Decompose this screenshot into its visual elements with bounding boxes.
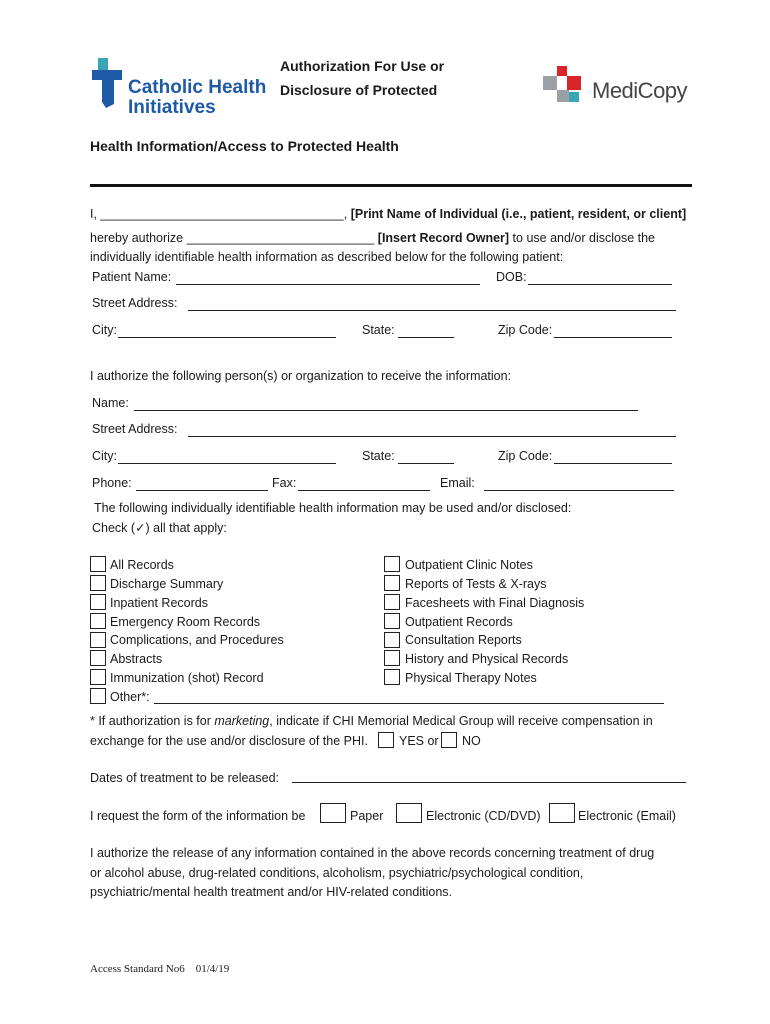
checkbox-marketing-no[interactable] bbox=[441, 732, 457, 748]
patient-state-label: State: bbox=[362, 323, 395, 337]
title-line2: Disclosure of Protected bbox=[280, 82, 438, 98]
patient-city-label: City: bbox=[92, 323, 117, 337]
patient-street-field[interactable] bbox=[188, 310, 676, 311]
checkbox-other[interactable] bbox=[90, 688, 106, 704]
label-physical-therapy-notes: Physical Therapy Notes bbox=[405, 671, 537, 685]
checkbox-emergency-room-records[interactable] bbox=[90, 613, 106, 629]
label-history-physical: History and Physical Records bbox=[405, 652, 569, 666]
other-field[interactable] bbox=[154, 703, 664, 704]
dates-field[interactable] bbox=[292, 782, 686, 783]
checkbox-inpatient-records[interactable] bbox=[90, 594, 106, 610]
records-intro1: The following individually identifiable health information may be used and/or disclosed: bbox=[94, 501, 572, 515]
intro-line2 bbox=[90, 231, 655, 245]
dob-field[interactable] bbox=[528, 284, 672, 285]
title-line1: Authorization For Use or bbox=[280, 58, 445, 74]
recipient-city-label: City: bbox=[92, 449, 117, 463]
dob-label: DOB: bbox=[496, 270, 527, 284]
release-line3: psychiatric/mental health treatment and/or HIV-related conditions. bbox=[90, 885, 452, 899]
intro-line2-suffix: to use and/or disclose the bbox=[512, 231, 655, 245]
recipient-zip-label: Zip Code: bbox=[498, 449, 553, 463]
patient-name-field[interactable] bbox=[176, 284, 480, 285]
label-format-paper: Paper bbox=[350, 809, 384, 823]
header-rule bbox=[90, 184, 692, 187]
checkbox-consultation-reports[interactable] bbox=[384, 632, 400, 648]
label-consultation-reports: Consultation Reports bbox=[405, 633, 522, 647]
marketing-line2: exchange for the use and/or disclosure of the PHI. bbox=[90, 734, 368, 748]
label-outpatient-records: Outpatient Records bbox=[405, 615, 513, 629]
intro-line1-bold: [Print Name of Individual (i.e., patient, resident, or client] bbox=[350, 207, 687, 221]
checkbox-outpatient-clinic-notes[interactable] bbox=[384, 556, 400, 572]
recipient-street-field[interactable] bbox=[188, 436, 676, 437]
checkbox-outpatient-records[interactable] bbox=[384, 613, 400, 629]
label-emergency-room-records: Emergency Room Records bbox=[110, 615, 261, 629]
checkbox-all-records[interactable] bbox=[90, 556, 106, 572]
marketing-line1 bbox=[90, 714, 653, 728]
recipient-intro: I authorize the following person(s) or organization to receive the information: bbox=[90, 369, 512, 383]
label-inpatient-records: Inpatient Records bbox=[110, 596, 208, 610]
recipient-state-label: State: bbox=[362, 449, 395, 463]
label-abstracts: Abstracts bbox=[110, 652, 163, 666]
marketing-word: marketing bbox=[214, 714, 270, 728]
label-complications-procedures: Complications, and Procedures bbox=[110, 633, 284, 647]
label-immunization-record: Immunization (shot) Record bbox=[110, 671, 264, 685]
release-line2: or alcohol abuse, drug-related conditions, alcoholism, psychiatric/psychological condition, bbox=[90, 866, 584, 880]
label-all-records: All Records bbox=[110, 558, 174, 572]
patient-city-field[interactable] bbox=[118, 337, 336, 338]
checkbox-marketing-yes[interactable] bbox=[378, 732, 394, 748]
marketing-line1-a: * If authorization is for bbox=[90, 714, 215, 728]
recipient-zip-field[interactable] bbox=[554, 463, 672, 464]
intro-line1 bbox=[90, 207, 686, 221]
label-facesheets: Facesheets with Final Diagnosis bbox=[405, 596, 585, 610]
format-label: I request the form of the information be bbox=[90, 809, 306, 823]
medicopy-logo-text: MediCopy bbox=[592, 78, 688, 103]
fax-label: Fax: bbox=[272, 476, 297, 490]
email-label: Email: bbox=[440, 476, 475, 490]
intro-line1-prefix: I, ___________________________________, bbox=[90, 207, 348, 221]
medicopy-mark-icon bbox=[543, 64, 587, 110]
footer-text: Access Standard No6 01/4/19 bbox=[90, 963, 230, 975]
checkbox-format-paper[interactable] bbox=[320, 803, 346, 823]
label-discharge-summary: Discharge Summary bbox=[110, 577, 224, 591]
patient-zip-field[interactable] bbox=[554, 337, 672, 338]
label-format-electronic-email: Electronic (Email) bbox=[578, 809, 676, 823]
label-format-electronic-cd: Electronic (CD/DVD) bbox=[426, 809, 541, 823]
checkbox-immunization-record[interactable] bbox=[90, 669, 106, 685]
checkbox-format-electronic-cd[interactable] bbox=[396, 803, 422, 823]
chi-cross-icon bbox=[92, 56, 126, 108]
checkbox-facesheets[interactable] bbox=[384, 594, 400, 610]
patient-street-label: Street Address: bbox=[92, 296, 178, 310]
recipient-name-label: Name: bbox=[92, 396, 129, 410]
email-field[interactable] bbox=[484, 490, 674, 491]
label-outpatient-clinic-notes: Outpatient Clinic Notes bbox=[405, 558, 533, 572]
checkbox-physical-therapy-notes[interactable] bbox=[384, 669, 400, 685]
fax-field[interactable] bbox=[298, 490, 430, 491]
label-reports-tests-xrays: Reports of Tests & X-rays bbox=[405, 577, 547, 591]
intro-line2-bold: [Insert Record Owner] bbox=[377, 231, 510, 245]
checkbox-format-electronic-email[interactable] bbox=[549, 803, 575, 823]
phone-label: Phone: bbox=[92, 476, 132, 490]
dates-label: Dates of treatment to be released: bbox=[90, 771, 279, 785]
checkbox-reports-tests-xrays[interactable] bbox=[384, 575, 400, 591]
title-line3: Health Information/Access to Protected Health bbox=[90, 138, 399, 154]
recipient-city-field[interactable] bbox=[118, 463, 336, 464]
checkbox-history-physical[interactable] bbox=[384, 650, 400, 666]
intro-line3: individually identifiable health information as described below for the following patient: bbox=[90, 250, 564, 264]
chi-logo-line2: Initiatives bbox=[128, 97, 216, 118]
label-marketing-no: NO bbox=[462, 734, 481, 748]
chi-logo-line1: Catholic Health bbox=[128, 77, 267, 98]
checkbox-abstracts[interactable] bbox=[90, 650, 106, 666]
label-other: Other*: bbox=[110, 690, 150, 704]
patient-name-label: Patient Name: bbox=[92, 270, 172, 284]
label-marketing-yes: YES or bbox=[399, 734, 439, 748]
marketing-line1-b: , indicate if CHI Memorial Medical Group will receive compensation in bbox=[269, 714, 653, 728]
recipient-name-field[interactable] bbox=[134, 410, 638, 411]
checkbox-discharge-summary[interactable] bbox=[90, 575, 106, 591]
recipient-state-field[interactable] bbox=[398, 463, 454, 464]
intro-line2-prefix: hereby authorize ___________________________ bbox=[90, 231, 375, 245]
release-line1: I authorize the release of any information contained in the above records concerning treatment of drug bbox=[90, 846, 655, 860]
records-intro2: Check (✓) all that apply: bbox=[92, 521, 227, 535]
checkbox-complications-procedures[interactable] bbox=[90, 632, 106, 648]
patient-state-field[interactable] bbox=[398, 337, 454, 338]
patient-zip-label: Zip Code: bbox=[498, 323, 553, 337]
phone-field[interactable] bbox=[136, 490, 268, 491]
recipient-street-label: Street Address: bbox=[92, 422, 178, 436]
